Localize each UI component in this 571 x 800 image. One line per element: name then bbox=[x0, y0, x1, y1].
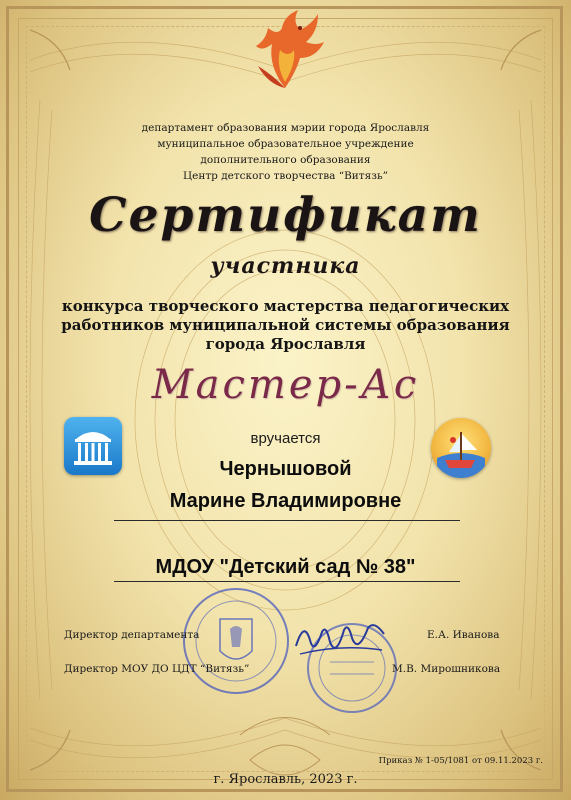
organization-header bbox=[60, 120, 511, 184]
certificate-subtitle: участника bbox=[210, 253, 361, 279]
director-department-name: Е.А. Иванова bbox=[427, 629, 500, 641]
director-center-name: М.В. Мирошникова bbox=[392, 663, 501, 675]
recipient-underline bbox=[114, 520, 460, 521]
director-center-label: Директор МОУ ДО ЦДТ “Витязь” bbox=[64, 663, 250, 675]
order-note: Приказ № 1-05/1081 от 09.11.2023 г. bbox=[378, 756, 543, 766]
contest-description bbox=[50, 297, 521, 354]
recipient-name: Марине Владимировне bbox=[169, 490, 402, 512]
institution-name: МДОУ "Детский сад № 38" bbox=[155, 556, 416, 578]
org-line-3: дополнительного образования bbox=[200, 154, 371, 166]
certificate-title: Сертификат bbox=[89, 188, 482, 243]
signature-icon bbox=[290, 616, 390, 664]
coat-of-arms-stamp-icon bbox=[180, 585, 292, 697]
org-line-2: муниципальное образовательное учреждение bbox=[157, 138, 414, 150]
org-line-1: департамент образования мэрии города Ярославля bbox=[141, 122, 430, 134]
recipient-surname: Чернышовой bbox=[219, 458, 352, 480]
contest-name: Мастер-Ас bbox=[151, 362, 420, 408]
director-department-label: Директор департамента bbox=[64, 629, 200, 641]
org-line-4: Центр детского творчества “Витязь” bbox=[182, 170, 389, 182]
city-year: г. Ярославль, 2023 г. bbox=[213, 772, 358, 787]
institution-underline bbox=[114, 581, 460, 582]
phoenix-emblem-icon bbox=[238, 6, 333, 96]
contest-line-1: конкурса творческого мастерства педагогических bbox=[61, 297, 510, 315]
contest-line-2: работников муниципальной системы образования bbox=[61, 316, 510, 334]
contest-line-3: города Ярославля bbox=[205, 335, 366, 353]
awarded-label: вручается bbox=[250, 430, 321, 447]
